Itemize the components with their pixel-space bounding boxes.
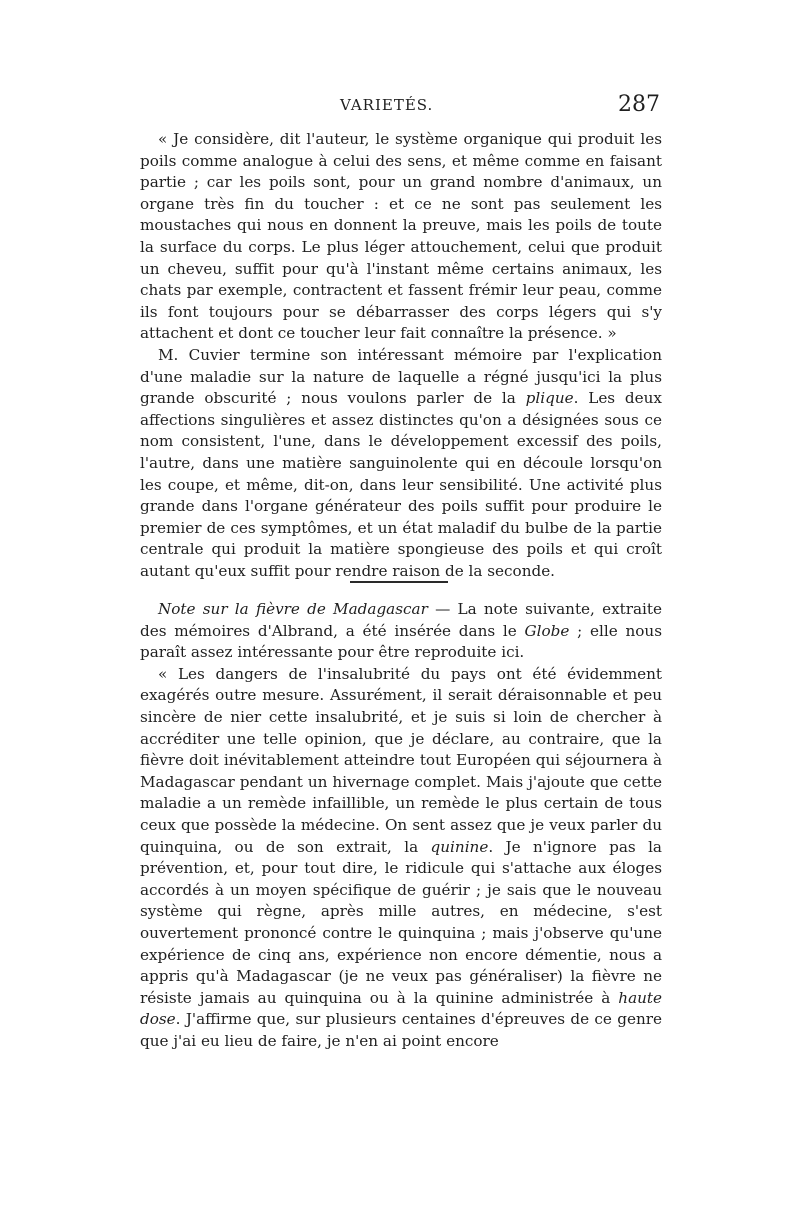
note-intro-rest: ; elle nous paraît assez intéressante pour être reproduite ici. [140,621,662,662]
paragraph-albrand-quote [140,664,662,1053]
section-madagascar-text [140,599,662,1052]
note-title: Note sur la fièvre de Madagascar [158,600,428,618]
haute-dose-term: haute dose [140,988,662,1029]
quote-part-1: « Les dangers de l'insalubrité du pays ont été évidemment exagérés outre mesure. Assurément, il serait déraisonnable et peu sincère de nier cette insalubrité, et je suis si loin de chercher à accréditer une telle opinion, que je déclare, au contraire, que la fièvre doit inévitablement atteindre tout Européen qui séjournera à Madagascar pendant un hivernage complet. Mais j'ajoute que cette maladie a un remède infaillible, un remède le plus certain de tous ceux que possède la médecine. On sent assez que je veux parler du quinquina, ou de son extrait, la [140,664,662,856]
section-cuvier-text [140,129,662,582]
note-intro-dash: — La note suivante, extraite des mémoires d'Albrand, a été insérée dans le [140,600,663,640]
quote-part-3: . J'affirme que, sur plusieurs centaines d'épreuves de ce genre que j'ai eu lieu de faire, je n'en ai point encore [140,1010,662,1050]
paragraph-cuvier-plique [140,345,662,583]
plique-before: M. Cuvier termine son intéressant mémoire par l'explication d'une maladie sur la nature de laquelle a régné jusqu'ici la plus grande obscurité ; nous voulons parler de la [140,345,662,408]
plique-term: plique [525,389,574,408]
quinine-term: quinine [430,837,489,856]
running-head [140,92,660,122]
page-number: 287 [618,92,660,117]
journal-name: Globe [524,621,570,640]
quote-part-2: . Je n'ignore pas la prévention, et, pour tout dire, le ridicule qui s'attache aux éloges accordés à un moyen spécifique de guérir ; je sais que le nouveau système qui règne, après mille autres, en médecine, s'est ouvertement prononcé contre le quinquina ; mais j'observe qu'une expérience de cinq ans, expérience non encore démentie, nous a appris qu'à Madagascar (je ne veux pas généraliser) la fièvre ne résiste jamais au quinquina ou à la quinine administrée à [140,837,662,1007]
section-divider [350,581,448,583]
plique-after: . Les deux affections singulières et assez distinctes qu'on a désignées sous ce nom consistent, l'une, dans le développement excessif des poils, l'autre, dans une matière sanguinolente qui en découle lorsqu'on les coupe, et même, dit-on, dans leur sensibilité. Une activité plus grande dans l'organe générateur des poils suffit pour produire le premier de ces symptômes, et un état maladif du bulbe de la partie centrale qui produit la matière spongieuse des poils et qui croît autant qu'eux suffit pour rendre raison de la seconde. [140,389,662,580]
running-title: VARIETÉS. [340,96,434,114]
paragraph-quote-auteur: « Je considère, dit l'auteur, le système organique qui produit les poils comme analogue à celui des sens, et même comme en faisant partie ; car les poils sont, pour un grand nombre d'animaux, un organe très fin du toucher : et ce ne sont pas seulement les moustaches qui nous en donnent la preuve, mais les poils de toute la surface du corps. Le plus léger attouchement, celui que produit un cheveu, suffit pour qu'à l'instant même certains animaux, les chats par exemple, contractent et fassent frémir leur peau, comme ils font toujours pour se débarrasser des corps légers qui s'y attachent et dont ce toucher leur fait connaître la présence. » [140,130,662,343]
paragraph-note-intro [140,599,662,664]
